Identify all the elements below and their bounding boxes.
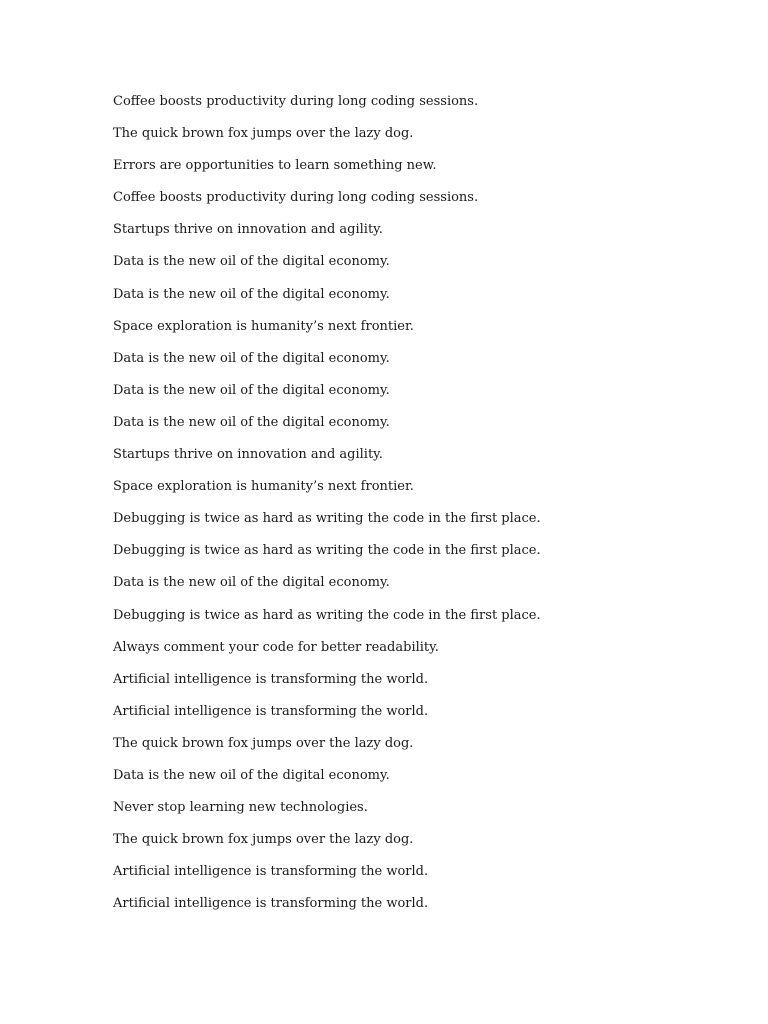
text-line: Coffee boosts productivity during long coding sessions.: [113, 190, 479, 206]
text-line: Never stop learning new technologies.: [113, 800, 368, 816]
text-line: Artificial intelligence is transforming the world.: [113, 703, 429, 719]
text-line: Debugging is twice as hard as writing the code in the first place.: [113, 607, 541, 623]
text-line: Artificial intelligence is transforming the world.: [113, 671, 429, 687]
text-line: Artificial intelligence is transforming the world.: [113, 896, 429, 912]
text-line: The quick brown fox jumps over the lazy dog.: [113, 126, 414, 142]
text-line: Coffee boosts productivity during long coding sessions.: [113, 94, 479, 109]
text-line: Startups thrive on innovation and agility.: [113, 447, 383, 463]
text-line: Artificial intelligence is transforming the world.: [113, 864, 429, 880]
text-line: Space exploration is humanity’s next frontier.: [113, 318, 414, 334]
text-line: Data is the new oil of the digital economy.: [113, 286, 390, 302]
text-line: Data is the new oil of the digital economy.: [113, 350, 390, 366]
text-lines: [113, 92, 713, 926]
text-line: Always comment your code for better readability.: [113, 639, 439, 655]
text-line: The quick brown fox jumps over the lazy dog.: [113, 735, 414, 751]
text-line: Data is the new oil of the digital economy.: [113, 382, 390, 398]
text-line: Errors are opportunities to learn something new.: [113, 158, 437, 174]
text-line: Data is the new oil of the digital economy.: [113, 575, 390, 591]
text-line: Data is the new oil of the digital economy.: [113, 414, 390, 430]
text-line: Space exploration is humanity’s next frontier.: [113, 479, 414, 495]
text-line: Debugging is twice as hard as writing the code in the first place.: [113, 511, 541, 527]
text-line: Data is the new oil of the digital economy.: [113, 254, 390, 270]
text-line: Data is the new oil of the digital economy.: [113, 767, 390, 783]
text-line: The quick brown fox jumps over the lazy dog.: [113, 832, 414, 848]
text-line: Startups thrive on innovation and agility.: [113, 222, 383, 238]
text-line: Debugging is twice as hard as writing the code in the first place.: [113, 543, 541, 559]
